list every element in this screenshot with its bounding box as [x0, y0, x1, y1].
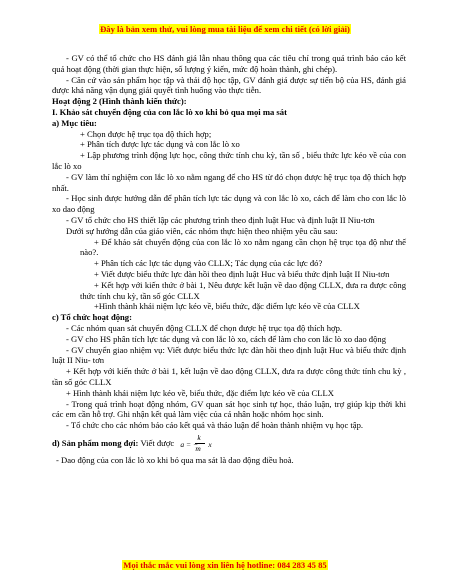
- paragraph: + Kết hợp với kiến thức ở bài 1, kết luận về dao động CLLX, đưa ra được công thức tính chu kỳ , tần số góc CLLX: [52, 366, 406, 387]
- hotline-banner: Mọi thắc mắc vui lòng xin liên hệ hotline: 084 283 45 85: [123, 560, 327, 570]
- paragraph: - Căn cứ vào sản phẩm học tập và thái độ học tập, GV đánh giá được sự tiến bộ của HS, đánh giá được khả năng vận dụng giải quyết tình huống vào thực tiễn.: [52, 74, 406, 96]
- formula-lhs: a = −: [180, 439, 198, 449]
- paragraph: - Tổ chức cho các nhóm báo cáo kết quả và thảo luận để hoàn thành nhiệm vụ học tập.: [66, 420, 364, 431]
- paragraph: - GV tổ chức cho HS thiết lập các phương trình theo định luật Huc và định luật II Niu-tơn: [66, 214, 375, 225]
- formula-variable: x: [208, 439, 212, 449]
- paragraph: - Dao động của con lắc lò xo khi bỏ qua ma sát là dao động điều hoà.: [56, 454, 294, 465]
- paragraph: + Hình thành khái niệm lực kéo về, biểu thức, đặc điểm lực kéo về của CLLX: [66, 387, 334, 398]
- paragraph: - Trong quá trình hoạt động nhóm, GV quan sát học sinh tự học, thảo luận, trợ giúp kịp thời khi các em cần hỗ trợ. Ghi nhận kết quả làm việc của cá nhân hoặc nhóm học sinh.: [52, 398, 406, 420]
- formula-numerator: k: [197, 432, 201, 442]
- paragraph: - Học sinh được hướng dẫn để phân tích lực tác dụng và con lắc lò xo, cách để làm cho con lắc lò xo dao động: [52, 193, 406, 215]
- paragraph: - Các nhóm quan sát chuyển động CLLX để chọn được hệ trục tọa độ thích hợp.: [66, 322, 343, 333]
- sub-heading: a) Mục tiêu:: [52, 117, 97, 128]
- sub-heading: d) Sản phẩm mong đợi:: [52, 437, 139, 448]
- text: Viết được: [140, 437, 175, 448]
- section-heading: Hoạt động 2 (Hình thành kiến thức):: [52, 96, 187, 107]
- formula-denominator: m: [195, 443, 201, 453]
- list-item: +Hình thành khái niệm lực kéo về, biểu thức, đặc điểm lực kéo về của CLLX: [94, 301, 360, 312]
- expected-product-line: [52, 433, 406, 455]
- section-heading: I. Khảo sát chuyển động của con lắc lò xo khi bỏ qua mọi ma sát: [52, 106, 287, 117]
- paragraph: - GV có thể tổ chức cho HS đánh giá lẫn nhau thông qua các tiêu chí trong quá trình báo cáo kết quả hoạt động (thời gian thực hiện, số lượng ý kiến, mức độ hoàn thành, ghi chép).: [52, 53, 406, 74]
- acceleration-formula: [180, 433, 220, 455]
- list-item: + Viết được biểu thức lực đàn hồi theo định luật Huc và biểu thức định luật II Niu-tơn: [94, 268, 390, 279]
- document-body: [52, 53, 406, 466]
- list-item: + Phân tích được lực tác dụng và con lắc lò xo: [80, 139, 240, 150]
- list-item: + Để khảo sát chuyển động của con lắc lò xo nằm ngang cần chọn hệ trục tọa độ như thế nào?.: [80, 236, 406, 258]
- sub-heading: c) Tổ chức hoạt động:: [52, 312, 132, 323]
- preview-banner: Đây là bản xem thử, vui lòng mua tài liệu để xem chi tiết (có lời giải): [100, 24, 350, 34]
- paragraph: Dưới sự hướng dẫn của giáo viên, các nhóm thực hiện theo nhiệm yêu cầu sau:: [66, 225, 338, 236]
- paragraph: - GV cho HS phân tích lực tác dụng và con lắc lò xo, cách để làm cho con lắc lò xo dao động: [66, 333, 386, 344]
- list-item: + Lập phương trình động lực học, công thức tính chu kỳ, tần số , biểu thức lực kéo về của con lắc lò xo: [52, 150, 406, 171]
- paragraph: - GV làm thí nghiệm con lắc lò xo nằm ngang để cho HS từ đó chọn được hệ trục tọa độ thích hợp nhất.: [52, 171, 406, 193]
- list-item: + Chọn được hệ trục tọa độ thích hợp;: [80, 128, 212, 139]
- list-item: + Phân tích các lực tác dụng vào CLLX; Tác dụng của các lực đó?: [94, 258, 323, 269]
- paragraph: - GV chuyển giao nhiệm vụ: Viết được biểu thức lực đàn hồi theo định luật Huc và biểu thức định luật II Niu- tơn: [52, 344, 406, 366]
- list-item: + Kết hợp với kiến thức ở bài 1, Nêu được kết luận về dao động CLLX, đưa ra được công thức tính chu kỳ, tần số góc CLLX: [80, 279, 406, 301]
